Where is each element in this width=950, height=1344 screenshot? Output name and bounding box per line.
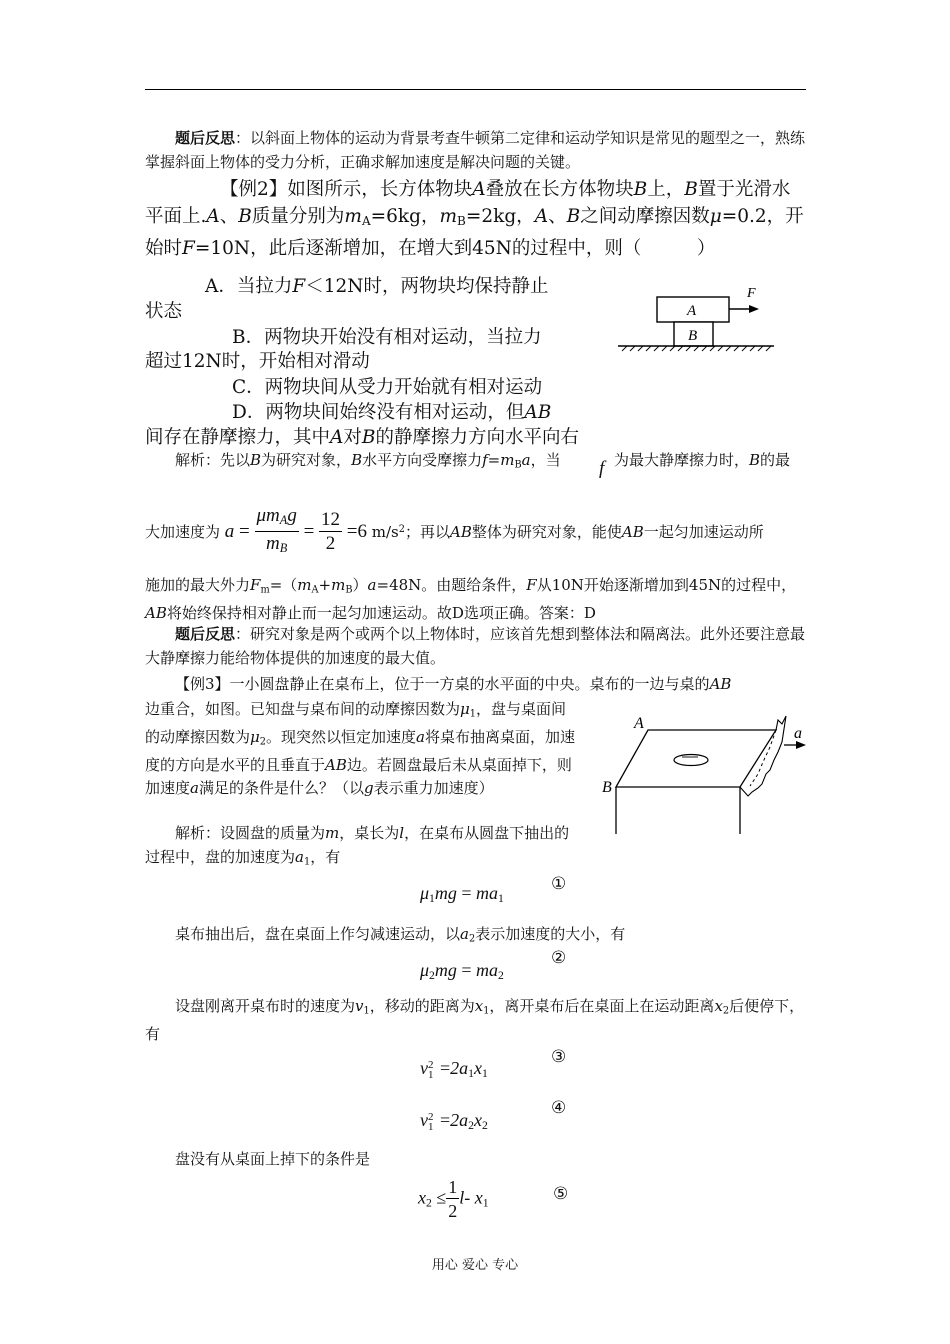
blocks-figure (614, 280, 774, 356)
example-3-stem: 边重合，如图。已知盘与桌布间的动摩擦因数为$\mu_1$，盘与桌面间的动摩擦因数为$\mu_2$。现突然以恒定加速度a将桌布抽离桌面，加速度的方向是水平的且垂直于AB边。若圆盘最后未从桌面掉下，则加速度a满足的条件是什么？（以g表示重力加速度） (145, 700, 575, 798)
option-a-cont: 状态 (145, 301, 183, 322)
fraction-1: $\frac{\mu m_Ag}{m_B}$ (256, 505, 297, 556)
option-b: B．两物块开始没有相对运动，当拉力 (232, 327, 542, 348)
option-a: A．当拉力F＜12N时，两物块均保持静止 (205, 276, 549, 297)
equation-4: v 2 1 $=2a_2x_2$ (420, 1110, 488, 1133)
table-figure (598, 712, 808, 838)
corner-b-label: B (602, 779, 612, 796)
solution-2-conclusion: 施加的最大外力$F_m=(m_A+m_B)a=48N$。由题给条件，F从10N开始逐渐增加到45N的过程中，AB将始终保持相对静止而一起匀加速运动。故D选项正确。答案：D (145, 576, 797, 622)
equation-4-number: ④ (551, 1098, 567, 1118)
equation-5-number: ⑤ (553, 1184, 569, 1204)
reflection-2: 题后反思：研究对象是两个或两个以上物体时，应该首先想到整体法和隔离法。此外还要注意最大静摩擦力能给物体提供的加速度的最大值。 (145, 625, 806, 667)
option-c: C．两物块间从受力开始就有相对运动 (232, 377, 543, 398)
solution-3-intro: 解析：设圆盘的质量为m，桌长为l，在桌布从圆盘下抽出的过程中，盘的加速度为$a_1$，有 (145, 824, 570, 867)
reflection-1: 题后反思：以斜面上物体的运动为背景考查牛顿第二定律和运动学知识是常见的题型之一，熟练掌握斜面上物体的受力分析，正确求解加速度是解决问题的关键。 (145, 129, 806, 171)
accel-label: a (794, 725, 802, 742)
f-symbol: f (599, 458, 605, 479)
option-b-cont: 超过12N时，开始相对滑动 (145, 351, 370, 372)
label-f: F (747, 286, 756, 301)
solution-2-line1-end: 为最大静摩擦力时，B的最 (614, 451, 791, 469)
solution-3-condition: 盘没有从桌面上掉下的条件是 (175, 1150, 371, 1168)
equation-3-number: ③ (551, 1047, 567, 1067)
fraction-2: $\frac{12}{2}$ (321, 509, 341, 555)
equation-2: $\mu_2mg = ma_2$ (420, 960, 504, 982)
solution-2-equation-line: 大加速度为 a = $\frac{\mu m_Ag}{m_B}$ = $\frac{12}{2}$ =6 $m/s^2$；再以AB整体为研究对象，能使AB一起匀加速运动所 (145, 505, 764, 560)
equation-3: v 2 1 $=2a_1x_1$ (420, 1058, 488, 1081)
accel-arrowhead (796, 741, 806, 749)
ground-hatching (622, 346, 771, 351)
disc (674, 755, 708, 766)
page-footer: 用心 爱心 专心 (431, 1258, 519, 1273)
label-b: B (688, 328, 698, 344)
option-d: D．两物块间始终没有相对运动，但AB (232, 402, 552, 423)
label-a: A (687, 303, 697, 319)
option-d-cont: 间存在静摩擦力，其中A对B的静摩擦力方向水平向右 (145, 427, 580, 448)
fraction-half: $\frac{1}{2}$ (448, 1177, 458, 1221)
header-rule (145, 89, 806, 90)
example-2-stem: 【例2】如图所示，长方体物块A叠放在长方体物块B上，B置于光滑水平面上.A、B质量分别为$m_A=6kg$，$m_B=2kg$，A、B之间动摩擦因数μ=0.2，开始时F=10N，此后逐渐增加，在增大到45N的过程中，则（ ） (145, 179, 804, 259)
solution-3-step2: 桌布抽出后，盘在桌面上作匀减速运动，以$a_2$表示加速度的大小，有 (175, 925, 626, 945)
solution-2-line1: 解析：先以B为研究对象，B水平方向受摩擦力$f=m_Ba$，当 (175, 451, 561, 471)
equation-1-number: ① (551, 874, 567, 894)
force-arrowhead (749, 305, 759, 313)
example-3-first-line: 【例3】一小圆盘静止在桌布上，位于一方桌的水平面的中央。桌布的一边与桌的AB (175, 675, 732, 693)
equation-2-number: ② (551, 948, 567, 968)
corner-a-label: A (634, 715, 644, 732)
equation-1: $\mu_1mg = ma_1$ (420, 883, 504, 905)
solution-3-step3: 设盘刚离开桌布时的速度为$v_1$，移动的距离为$x_1$，离开桌布后在桌面上在运动距离$x_2$后便停下，有 (145, 997, 805, 1043)
equation-5: $x_2$ ≤ $\frac{1}{2}$ l- $x_1$ (418, 1177, 489, 1221)
max-accel-equation: a = $\frac{\mu m_Ag}{m_B}$ = $\frac{12}{2}$ =6 (225, 521, 372, 542)
